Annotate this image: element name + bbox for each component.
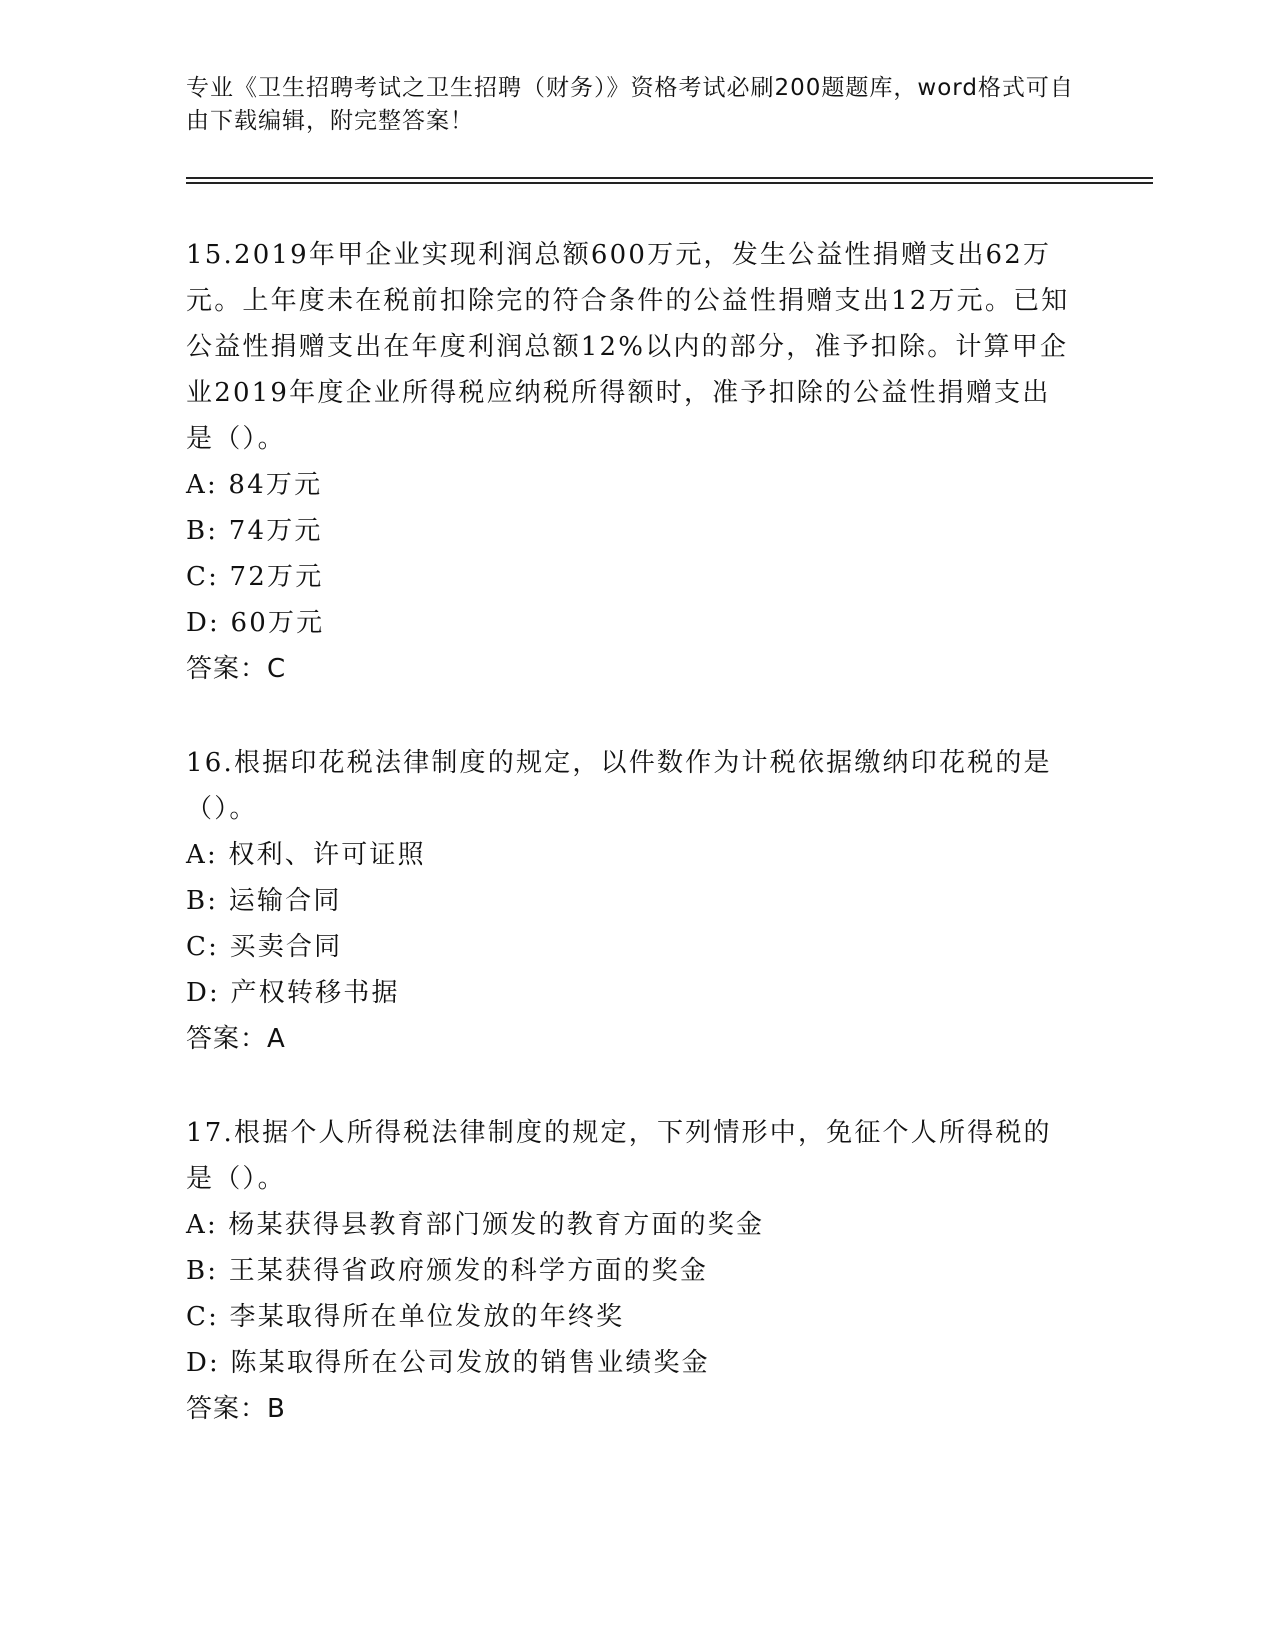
option-b: B: 王某获得省政府颁发的科学方面的奖金 [186, 1256, 709, 1286]
question-15 [186, 232, 1076, 692]
option-c: C: 买卖合同 [186, 932, 343, 962]
option-b: B: 74万元 [186, 516, 323, 546]
option-c: C: 72万元 [186, 562, 324, 592]
header-divider-bottom [186, 182, 1153, 184]
question-16 [186, 740, 1076, 1062]
option-b: B: 运输合同 [186, 886, 342, 916]
question-stem: 17.根据个人所得税法律制度的规定，下列情形中，免征个人所得税的是（）。 [186, 1118, 1052, 1194]
option-a: A: 杨某获得县教育部门颁发的教育方面的奖金 [186, 1210, 765, 1240]
option-a: A: 84万元 [186, 470, 323, 500]
question-17 [186, 1110, 1076, 1432]
option-d: D: 陈某取得所在公司发放的销售业绩奖金 [186, 1348, 710, 1378]
document-header: 专业《卫生招聘考试之卫生招聘（财务）》资格考试必刷200题题库，word格式可自由下载编辑，附完整答案！ [186, 75, 1074, 134]
answer-line: 答案：B [186, 1394, 286, 1424]
option-d: D: 产权转移书据 [186, 978, 400, 1008]
option-a: A: 权利、许可证照 [186, 840, 426, 870]
header-divider-top [186, 177, 1153, 179]
question-stem: 16.根据印花税法律制度的规定，以件数作为计税依据缴纳印花税的是（）。 [186, 748, 1052, 824]
option-c: C: 李某取得所在单位发放的年终奖 [186, 1302, 625, 1332]
question-list [186, 232, 1076, 1480]
answer-line: 答案：C [186, 654, 287, 684]
option-d: D: 60万元 [186, 608, 325, 638]
question-stem: 15.2019年甲企业实现利润总额600万元，发生公益性捐赠支出62万元。上年度未在税前扣除完的符合条件的公益性捐赠支出12万元。已知公益性捐赠支出在年度利润总额12%以内的部分，准予扣除。计算甲企业2019年度企业所得税应纳税所得额时，准予扣除的公益性捐赠支出是（）。 [186, 240, 1070, 454]
answer-line: 答案：A [186, 1024, 286, 1054]
